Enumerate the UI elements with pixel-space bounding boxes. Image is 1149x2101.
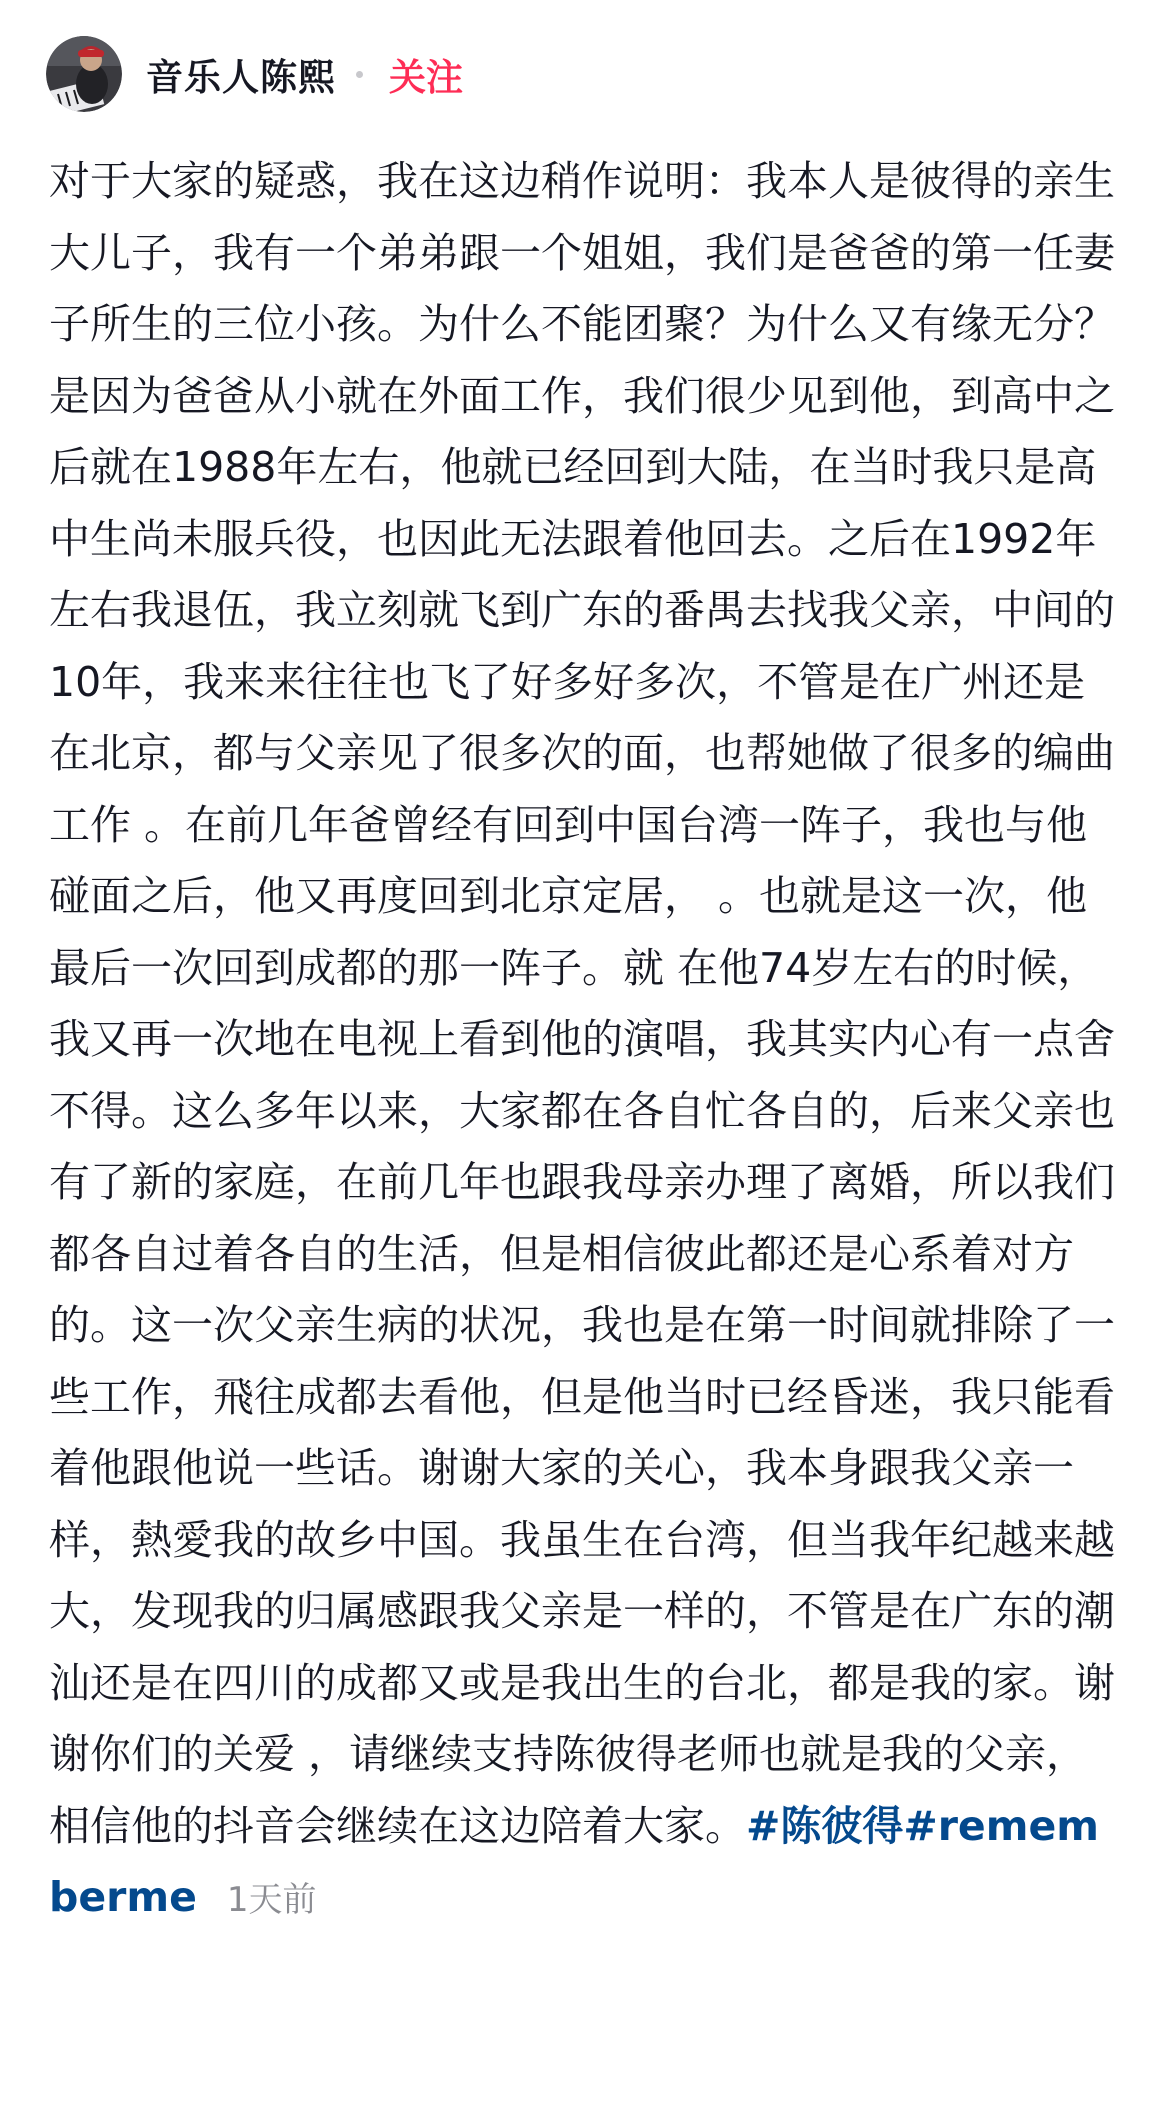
- username[interactable]: 音乐人陈熙: [146, 56, 336, 99]
- avatar[interactable]: [46, 36, 122, 112]
- hashtag-link[interactable]: #rememberme: [49, 1801, 1099, 1921]
- post-header: [46, 36, 463, 112]
- post-caption: [49, 146, 1119, 1937]
- post-text: 对于大家的疑惑，我在这边稍作说明：我本人是彼得的亲生 大儿子，我有一个弟弟跟一个姐姐，我们是爸爸的第一任妻子所生的三位小孩。为什么不能团聚？为什么又有缘无分？ 是因为爸爸从小就在外面工作，我们很少见到他，到高中之后就在1988年左右，他就已经回到大陆，在当时我只是高中生尚未服兵役，也因此无法跟着他回去。之后在1992年左右我退伍，我立刻就飞到广东的番禺去找我父亲，中间的10年，我来来往往也飞了好多好多次，不管是在广州还是在北京，都与父亲见了很多次的面，也帮她做了很多的编曲工作 。在前几年爸曾经有回到中国台湾一阵子，我也与他碰面之后，他又再度回到北京定居， 。也就是这一次，他最后一次回到成都的那一阵子。就 在他74岁左右的时候，我又再一次地在电视上看到他的演唱，我其实内心有一点舍不得。这么多年以来，大家都在各自忙各自的，后来父亲也有了新的家庭，在前几年也跟我母亲办理了离婚，所以我们都各自过着各自的生活，但是相信彼此都还是心系着对方的。这一次父亲生病的状况，我也是在第一时间就排除了一些工作，飛往成都去看他，但是他当时已经昏迷，我只能看着他跟他说一些话。谢谢大家的关心，我本身跟我父亲一样，熱愛我的故乡中国。我虽生在台湾，但当我年纪越来越大，发现我的归属感跟我父亲是一样的，不管是在广东的潮汕还是在四川的成都又或是我出生的台北，都是我的家。谢谢你们的关爱 ，请继续支持陈彼得老师也就是我的父亲，相信他的抖音会继续在这边陪着大家。: [49, 157, 1115, 1850]
- post-timestamp: 1天前: [226, 1880, 317, 1920]
- hashtag-link[interactable]: #陈彼得: [746, 1801, 904, 1850]
- avatar-image-icon: [46, 36, 122, 112]
- follow-button[interactable]: 关注: [389, 56, 463, 99]
- separator-dot: [356, 71, 363, 78]
